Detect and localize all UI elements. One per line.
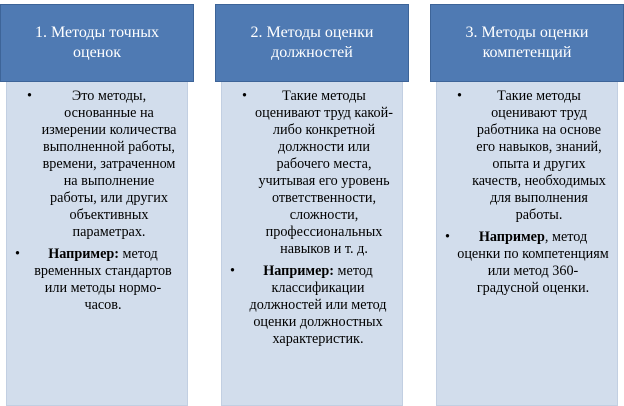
description-text: Такие методы оценивают труд какой-либо конкретной должности или рабочего места, учитывая его уровень ответственности, сложности, профессиональных навыков и т. д. — [255, 88, 393, 257]
bullet-icon: • — [242, 88, 247, 104]
example-lead: Например: — [48, 246, 119, 262]
description-item — [222, 88, 402, 258]
column-body — [6, 82, 188, 406]
column-body — [436, 82, 618, 406]
example-text: , метод оценки по компетенциям или метод 360-градусной оценки. — [457, 229, 609, 296]
example-item — [437, 229, 617, 297]
example-item — [7, 246, 187, 314]
column-body — [221, 82, 403, 406]
bullet-icon: • — [27, 88, 32, 104]
description-item — [7, 88, 187, 241]
column-competency-evaluation — [430, 0, 624, 406]
example-lead: Например — [478, 229, 545, 245]
column-title: 1. Методы точных оценок — [34, 24, 160, 61]
description-text: Такие методы оценивают труд работника на основе его навыков, знаний, опыта и других качеств, необходимых для выполнения работы. — [472, 88, 606, 223]
column-header — [0, 4, 194, 82]
bullet-icon: • — [457, 88, 462, 104]
column-header — [430, 4, 624, 82]
example-item — [222, 263, 402, 348]
description-text: Это методы, основанные на измерении количества выполненной работы, времени, затраченном на выполнение работы, или других объективных параметрах. — [41, 88, 177, 240]
column-header — [215, 4, 409, 82]
column-title: 2. Методы оценки должностей — [250, 24, 374, 61]
bullet-icon: • — [15, 246, 20, 262]
description-item — [437, 88, 617, 224]
example-lead: Например: — [263, 263, 334, 279]
column-job-evaluation — [215, 0, 409, 406]
bullet-icon: • — [445, 229, 450, 245]
bullet-icon: • — [230, 263, 235, 279]
column-title: 3. Методы оценки компетенций — [465, 24, 589, 61]
column-exact-methods — [0, 0, 194, 406]
example-text: метод классификации должностей или метод оценки должностных характеристик. — [249, 263, 387, 347]
example-text: метод временных стандартов или методы нормо-часов. — [34, 246, 172, 313]
